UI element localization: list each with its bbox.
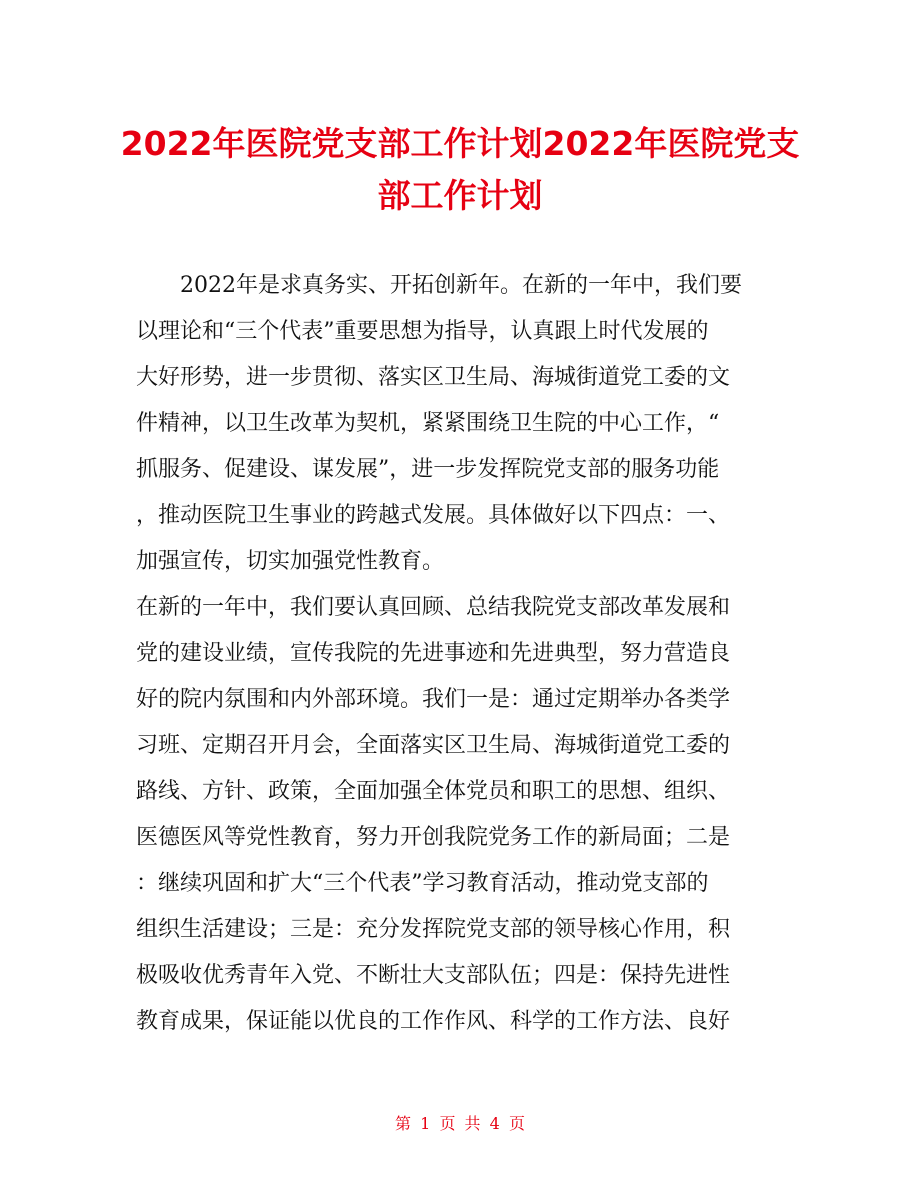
document-title [120, 118, 800, 222]
page-label-suffix: 页 [508, 1114, 525, 1133]
page-label-prefix: 第 [395, 1114, 412, 1133]
body-line: 在新的一年中，我们要认真回顾、总结我院党支部改革发展和 [136, 595, 731, 620]
body-line: 组织生活建设；三是：充分发挥院党支部的领导核心作用，积 [136, 917, 731, 942]
document-body [136, 263, 786, 1045]
body-line: 教育成果，保证能以优良的工作作风、科学的工作方法、良好 [136, 1009, 731, 1034]
body-line: 加强宣传，切实加强党性教育。 [136, 549, 445, 574]
body-line: 医德医风等党性教育，努力开创我院党务工作的新局面；二是 [136, 825, 731, 850]
body-line: 件精神，以卫生改革为契机，紧紧围绕卫生院的中心工作，“ [136, 411, 720, 436]
body-line: ，推动医院卫生事业的跨越式发展。具体做好以下四点：一、 [136, 503, 731, 528]
page-footer [0, 1112, 920, 1136]
title-line-2: 部工作计划 [377, 176, 543, 215]
body-line: 极吸收优秀青年入党、不断壮大支部队伍；四是：保持先进性 [136, 963, 731, 988]
body-line: 路线、方针、政策，全面加强全体党员和职工的思想、组织、 [136, 779, 731, 804]
body-line: 抓服务、促建设、谋发展”，进一步发挥院党支部的服务功能 [136, 457, 720, 482]
body-line: 习班、定期召开月会，全面落实区卫生局、海城街道党工委的 [136, 733, 731, 758]
page-label-mid: 页 [439, 1114, 456, 1133]
total-label: 共 [464, 1114, 481, 1133]
total-pages-number: 4 [489, 1114, 500, 1133]
body-line: 好的院内氛围和内外部环境。我们一是：通过定期举办各类学 [136, 687, 731, 712]
body-line: 2022年是求真务实、开拓创新年。在新的一年中，我们要 [180, 273, 742, 298]
current-page-number: 1 [420, 1114, 431, 1133]
body-line: 以理论和“三个代表”重要思想为指导，认真跟上时代发展的 [136, 319, 709, 344]
title-line-1: 2022年医院党支部工作计划2022年医院党支 [120, 124, 800, 163]
body-line: 大好形势，进一步贯彻、落实区卫生局、海城街道党工委的文 [136, 365, 731, 390]
body-line: 党的建设业绩，宣传我院的先进事迹和先进典型，努力营造良 [136, 641, 731, 666]
body-line: ：继续巩固和扩大“三个代表”学习教育活动，推动党支部的 [136, 871, 709, 896]
